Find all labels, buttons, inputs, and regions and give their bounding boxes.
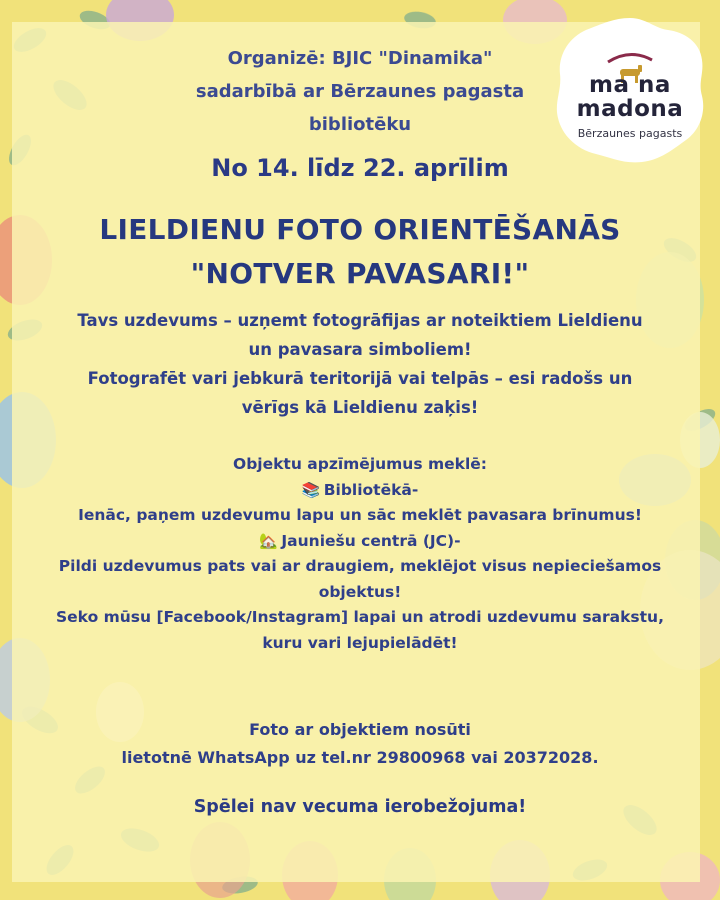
task-line: Fotografēt vari jebkurā teritorijā vai telpās – esi radošs un [87,369,633,388]
event-dates: No 14. līdz 22. aprīlim [211,154,509,182]
event-title [0,208,720,296]
age-note: Spēlei nav vecuma ierobežojuma! [193,797,527,817]
logo-word-madona: madona [576,96,684,122]
organizer-line: bibliotēku [308,114,412,135]
objects-heading: Objektu apzīmējumus meklē: [233,455,487,473]
task-line: vērīgs kā Lieldienu zaķis! [241,398,479,417]
logo-subtitle: Bērzaunes pagasts [577,127,683,140]
logo-word-top: ma na [589,72,671,98]
youth-text: Pildi uzdevumus pats vai ar draugiem, meklējot visus nepieciešamos [58,557,662,575]
library-label-text: Bibliotēkā- [323,480,419,499]
books-icon: 📚 [301,480,321,499]
social-text: Seko mūsu [Facebook/Instagram] lapai un atrodi uzdevumu sarakstu, [56,608,664,626]
task-line: un pavasara simboliem! [248,340,472,359]
youth-center-label [10,529,710,555]
youth-label-text: Jauniešu centrā (JC)- [281,531,461,550]
task-line: Tavs uzdevums – uzņemt fotogrāfijas ar noteiktiem Lieldienu [77,311,643,330]
madona-logo [550,12,710,172]
objects-section [0,452,720,656]
organizer-line: Organizē: BJIC "Dinamika" [227,48,493,69]
title-line: LIELDIENU FOTO ORIENTĒŠANĀS [99,213,621,246]
title-line: "NOTVER PAVASARI!" [190,257,530,290]
library-label [10,478,710,504]
library-text: Ienāc, paņem uzdevumu lapu un sāc meklēt pavasara brīnumus! [78,506,642,524]
photo-submission [0,716,720,772]
photo-line: lietotnē WhatsApp uz tel.nr 29800968 vai 20372028. [121,748,599,767]
photo-line: Foto ar objektiem nosūti [249,720,471,739]
social-text: kuru vari lejupielādēt! [262,633,458,652]
organizer-line: sadarbībā ar Bērzaunes pagasta [195,81,525,102]
house-icon: 🏡 [259,531,279,550]
task-description [0,306,720,422]
youth-text: objektus! [318,582,402,601]
